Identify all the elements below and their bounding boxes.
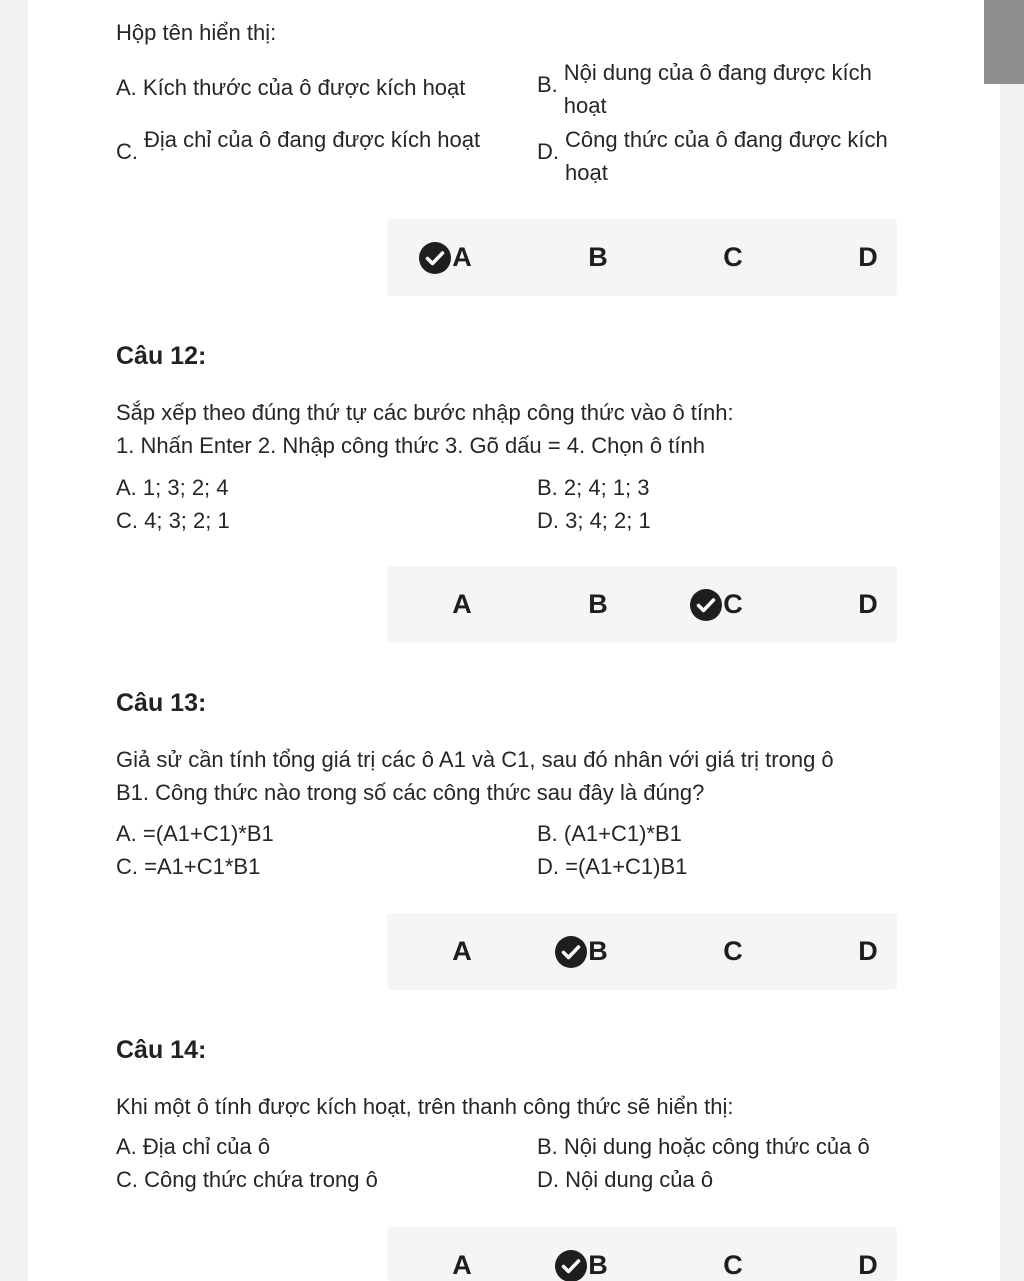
q13-answer-bar — [387, 913, 897, 990]
q14-answer-d[interactable]: D — [858, 1250, 878, 1280]
q12-answer-bar — [387, 566, 897, 643]
q12-answer-b[interactable]: B — [588, 589, 608, 619]
scrollbar-thumb[interactable] — [984, 0, 1024, 84]
q14-option-c: C. Công thức chứa trong ô — [116, 1167, 378, 1192]
q12-option-c: C. 4; 3; 2; 1 — [116, 508, 230, 533]
check-circle-icon — [419, 242, 451, 274]
check-circle-icon — [555, 1250, 587, 1281]
q12-option-b: B. 2; 4; 1; 3 — [537, 475, 650, 500]
q11-answer-b[interactable]: B — [588, 242, 608, 272]
check-circle-icon — [555, 936, 587, 968]
q13-title: Câu 13: — [116, 689, 207, 717]
q14-option-a: A. Địa chỉ của ô — [116, 1134, 271, 1159]
q13-prompt-line1: Giả sử cần tính tổng giá trị các ô A1 và C1, sau đó nhân với giá trị trong ô — [116, 747, 834, 772]
q14-answer-a[interactable]: A — [452, 1250, 472, 1280]
q13-option-b: B. (A1+C1)*B1 — [537, 821, 682, 846]
q12-option-a: A. 1; 3; 2; 4 — [116, 475, 229, 500]
check-circle-icon — [690, 589, 722, 621]
q11-answer-bar — [387, 219, 897, 296]
q11-answer-c[interactable]: C — [723, 242, 743, 272]
q13-option-a: A. =(A1+C1)*B1 — [116, 821, 274, 846]
q12-prompt-line1: Sắp xếp theo đúng thứ tự các bước nhập công thức vào ô tính: — [116, 400, 734, 425]
q14-answer-c[interactable]: C — [723, 1250, 743, 1280]
q11-prompt: Hộp tên hiển thị: — [116, 20, 277, 45]
q13-prompt-line2: B1. Công thức nào trong số các công thức sau đây là đúng? — [116, 780, 705, 805]
q11-option-a: A. Kích thước của ô được kích hoạt — [116, 75, 466, 100]
q13-answer-a[interactable]: A — [452, 936, 472, 966]
q13-option-d: D. =(A1+C1)B1 — [537, 854, 688, 879]
q13-answer-d[interactable]: D — [858, 936, 878, 966]
q12-answer-d[interactable]: D — [858, 589, 878, 619]
q11-option-b: B. Nội dung của ô đang được kích hoạt — [537, 60, 872, 118]
q13-answer-b[interactable]: B — [538, 913, 658, 990]
q14-option-b: B. Nội dung hoặc công thức của ô — [537, 1134, 870, 1159]
q11-option-d: D. Công thức của ô đang được kích hoạt — [537, 127, 888, 185]
q13-answer-c[interactable]: C — [723, 936, 743, 966]
q11-answer-d[interactable]: D — [858, 242, 878, 272]
q11-answer-a[interactable]: A — [402, 219, 522, 296]
q14-answer-b[interactable]: B — [538, 1227, 658, 1281]
q12-option-d: D. 3; 4; 2; 1 — [537, 508, 651, 533]
q12-title: Câu 12: — [116, 342, 207, 370]
q14-option-d: D. Nội dung của ô — [537, 1167, 714, 1192]
q14-prompt: Khi một ô tính được kích hoạt, trên thanh công thức sẽ hiển thị: — [116, 1094, 734, 1119]
q12-answer-a[interactable]: A — [452, 589, 472, 619]
q12-prompt-line2: 1. Nhấn Enter 2. Nhập công thức 3. Gõ dấu = 4. Chọn ô tính — [116, 433, 705, 458]
q14-answer-bar — [387, 1227, 897, 1281]
q12-answer-c[interactable]: C — [673, 566, 793, 643]
q13-option-c: C. =A1+C1*B1 — [116, 854, 261, 879]
q11-option-c: C. Địa chỉ của ô đang được kích hoạt — [116, 127, 481, 164]
q14-title: Câu 14: — [116, 1036, 207, 1064]
